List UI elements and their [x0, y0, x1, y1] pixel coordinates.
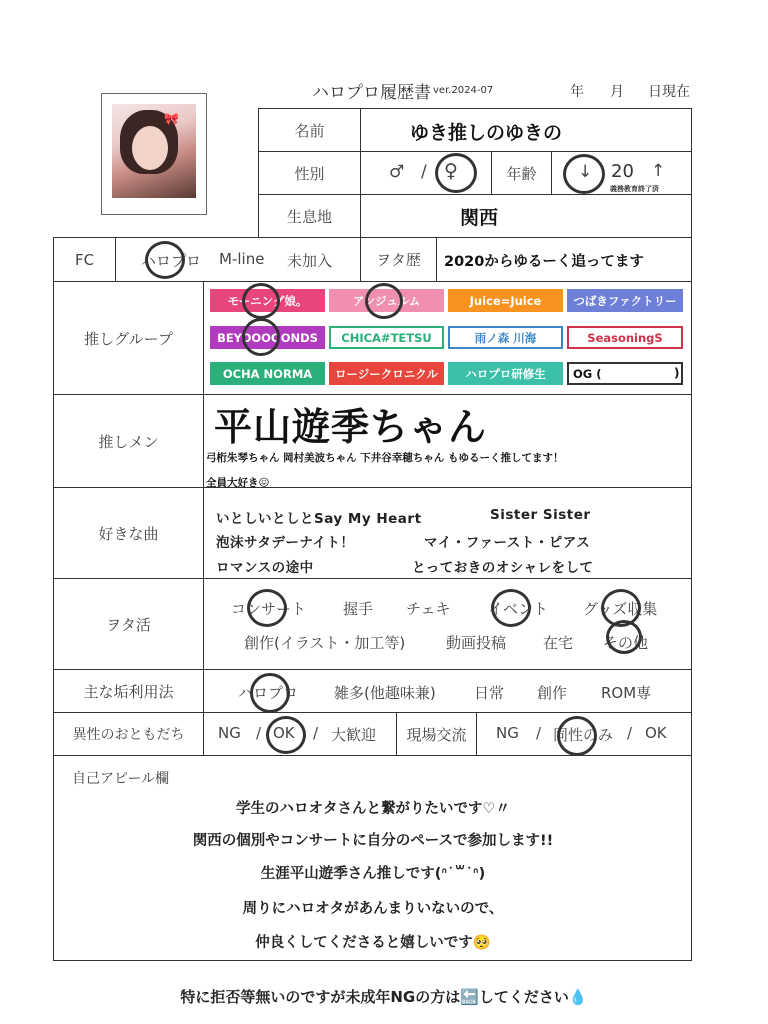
group-tag: OG ( — [567, 362, 683, 385]
account-use-daily: 日常 — [474, 684, 505, 702]
activity-goods: グッズ収集 — [583, 600, 658, 618]
fc-option-m-line: M-line — [219, 250, 265, 268]
account-use-hello-project: ハロプロ — [238, 684, 299, 702]
face-shape — [132, 126, 168, 170]
song-item: ロマンスの途中 — [216, 560, 314, 576]
profile-photo — [112, 104, 196, 198]
group-tag: OCHA NORMA — [210, 362, 325, 385]
activity-handshake: 握手 — [343, 600, 374, 618]
footer-note: 特に拒否等無いのですが未成年NGの方は🔙してください💧 — [180, 988, 588, 1006]
gender-female: ♀ — [444, 160, 458, 182]
version-label: ver.2024-07 — [433, 85, 494, 96]
activity-video: 動画投稿 — [446, 634, 507, 652]
oshi-member-main: 平山遊季ちゃん — [214, 405, 488, 449]
opposite-sex-welcome: 大歓迎 — [331, 726, 377, 744]
activity-other: その他 — [603, 634, 649, 652]
group-tag: 雨ノ森 川海 — [448, 326, 563, 349]
date-month: 月 — [610, 84, 624, 100]
age-note: 義務教育終了済 — [610, 185, 659, 193]
age-down-arrow: ↓ — [578, 162, 593, 182]
venue-sep2: / — [627, 724, 633, 742]
group-tag: CHICA#TETSU — [329, 326, 444, 349]
venue-exchange-label: 現場交流 — [406, 725, 467, 744]
activity-stay-home: 在宅 — [543, 634, 574, 652]
song-item: マイ・ファースト・ピアス — [424, 535, 591, 551]
group-tag: ハロプロ研修生 — [448, 362, 563, 385]
date-as-of: 日現在 — [648, 84, 690, 100]
venue-same-sex: 同性のみ — [553, 726, 614, 744]
account-use-creation: 創作 — [537, 684, 568, 702]
self-pr-line: 仲良くしてくださると嬉しいです🥺 — [255, 935, 491, 951]
gender-male: ♂ — [389, 162, 405, 182]
activity-concert: コンサート — [231, 600, 307, 618]
gender-sep: / — [421, 162, 427, 182]
oshi-group-label: 推しグループ — [84, 329, 173, 348]
hometown-label: 生息地 — [286, 207, 332, 226]
age-value: 20 — [611, 161, 634, 182]
group-tag: BEYOOOOONDS — [210, 326, 325, 349]
opposite-sex-ok: OK — [273, 724, 295, 742]
song-item: とっておきのオシャレをして — [412, 560, 594, 576]
fc-option-none: 未加入 — [287, 252, 333, 270]
group-tag: モーニング娘。 — [210, 289, 325, 312]
age-label: 年齢 — [506, 164, 537, 183]
activity-creation: 創作(イラスト・加工等) — [244, 634, 406, 652]
name-label: 名前 — [294, 121, 325, 140]
account-use-misc: 雑多(他趣味兼) — [334, 684, 436, 702]
hometown-value: 関西 — [460, 207, 499, 229]
wota-history-label: ヲタ歴 — [376, 251, 421, 269]
song-item: 泡沫サタデーナイト！ — [216, 535, 355, 551]
opposite-sex-ng: NG — [218, 724, 241, 742]
header-title: ハロプロ履歴書 — [312, 83, 431, 103]
account-use-label: 主な垢利用法 — [83, 682, 174, 701]
wota-history-value: 2020からゆるーく追ってます — [444, 254, 644, 270]
venue-ng: NG — [496, 724, 519, 742]
profile-photo-frame — [101, 93, 207, 215]
fc-option-hello-project: ハロプロ — [141, 252, 202, 270]
self-pr-line: 学生のハロオタさんと繋がりたいです♡〃 — [236, 801, 510, 817]
self-pr-label: 自己アピール欄 — [72, 771, 170, 787]
oshi-member-label: 推しメン — [98, 432, 159, 451]
oshi-member-sub2: 全員大好き😖 — [206, 477, 270, 489]
group-tag: ロージークロニクル — [329, 362, 444, 385]
song-item: いとしいとしとSay My Heart — [216, 511, 422, 527]
account-use-rom: ROM専 — [601, 684, 652, 702]
self-pr-line: 関西の個別やコンサートに自分のペースで参加します!! — [192, 833, 554, 849]
opposite-sex-sep1: / — [256, 724, 262, 742]
venue-sep1: / — [536, 724, 542, 742]
group-tag: つばきファクトリー — [567, 289, 683, 312]
self-pr-line: 周りにハロオタがあんまりいないので、 — [242, 901, 504, 917]
opposite-sex-sep2: / — [313, 724, 319, 742]
ribbon-icon: 🎀 — [164, 112, 179, 126]
self-pr-line: 生涯平山遊季さん推しです(ᐢ˙꒳˙ᐢ) — [260, 866, 486, 882]
oshi-member-sub: 弓桁朱琴ちゃん 岡村美波ちゃん 下井谷幸穂ちゃん もゆるーく推してます！ — [206, 452, 564, 464]
group-tag: SeasoningS — [567, 326, 683, 349]
age-up-arrow: ↑ — [651, 161, 666, 181]
venue-ok: OK — [645, 724, 667, 742]
song-item: Sister Sister — [490, 507, 591, 523]
opposite-sex-label: 異性のおともだち — [72, 727, 185, 743]
fav-songs-label: 好きな曲 — [98, 524, 159, 543]
group-tag: アンジュルム — [329, 289, 444, 312]
gender-label: 性別 — [294, 164, 325, 183]
group-tag: Juice=Juice — [448, 289, 563, 312]
name-value: ゆき推しのゆきの — [410, 122, 563, 144]
activity-cheki: チェキ — [406, 600, 451, 618]
fc-label: FC — [74, 250, 95, 269]
activity-event: イベント — [488, 600, 549, 618]
date-year: 年 — [570, 84, 584, 100]
og-close-paren: ) — [674, 366, 680, 380]
activities-label: ヲタ活 — [106, 615, 151, 634]
